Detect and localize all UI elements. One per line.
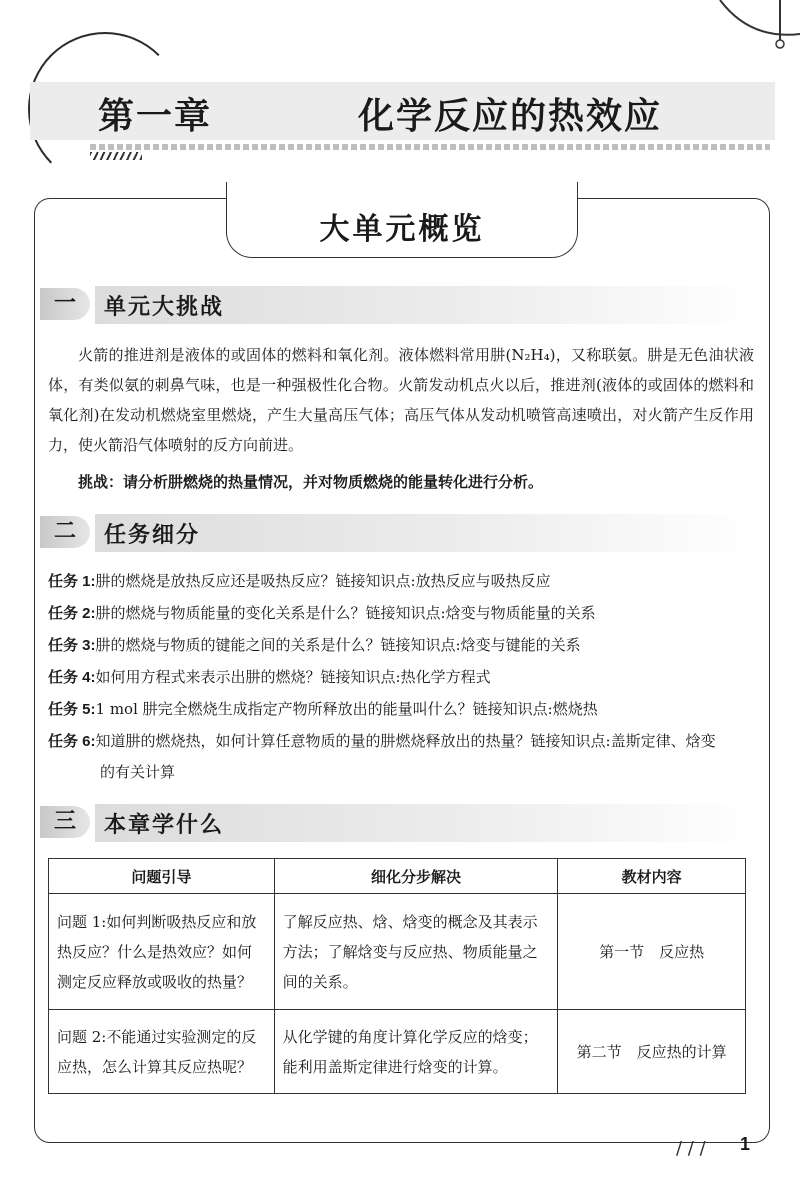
table-cell: 问题 1:如何判断吸热反应和放热反应？什么是热效应？如何测定反应释放或吸收的热量？ <box>49 894 275 1010</box>
corner-decoration <box>710 0 800 60</box>
chapter-title: 化学反应的热效应 <box>358 96 663 137</box>
section-header-tasks <box>40 514 760 554</box>
section-title: 任务细分 <box>104 523 201 548</box>
task-item <box>48 598 764 629</box>
section-title: 单元大挑战 <box>104 295 225 320</box>
section-index: 三 <box>40 806 90 838</box>
page-number: 1 <box>739 1134 750 1154</box>
task-label: 任务 4: <box>48 669 96 686</box>
task-text: 肼的燃烧与物质的键能之间的关系是什么？链接知识点:焓变与键能的关系 <box>95 636 581 654</box>
chapter-header <box>30 82 775 140</box>
table-cell: 问题 2:不能通过实验测定的反应热，怎么计算其反应热呢？ <box>49 1010 275 1094</box>
section-header-contents <box>40 804 760 844</box>
table-cell: 第一节 反应热 <box>558 894 746 1010</box>
task-item <box>48 566 764 597</box>
table-header: 问题引导 <box>49 859 275 894</box>
table-row <box>49 1010 746 1094</box>
task-item <box>48 726 764 787</box>
table-cell: 从化学键的角度计算化学反应的焓变；能利用盖斯定律进行焓变的计算。 <box>274 1010 558 1094</box>
section-index: 一 <box>40 288 90 320</box>
task-label: 任务 6: <box>48 733 96 750</box>
table-cell: 了解反应热、焓、焓变的概念及其表示方法；了解焓变与反应热、物质能量之间的关系。 <box>274 894 558 1010</box>
table-header-row <box>49 859 746 894</box>
chapter-contents-table <box>48 858 746 1094</box>
section-title: 本章学什么 <box>104 813 225 838</box>
table-header: 教材内容 <box>558 859 746 894</box>
task-item <box>48 694 764 725</box>
task-text: 肼的燃烧是放热反应还是吸热反应？链接知识点:放热反应与吸热反应 <box>95 572 551 590</box>
challenge-paragraph: 火箭的推进剂是液体的或固体的燃料和氧化剂。液体燃料常用肼(N₂H₄)，又称联氨。肼是无色油状液体，有类似氨的刺鼻气味，也是一种强极性化合物。火箭发动机点火以后，推进剂(液体的或固体的燃料和氧化剂)在发动机燃烧室里燃烧，产生大量高压气体；高压气体从发动机喷管高速喷出，对火箭产生反作用力，使火箭沿气体喷射的反方向前进。 <box>48 346 754 454</box>
task-label: 任务 1: <box>48 573 96 590</box>
task-text: 如何用方程式来表示出肼的燃烧？链接知识点:热化学方程式 <box>95 668 491 686</box>
task-label: 任务 2: <box>48 605 96 622</box>
section-header-challenge <box>40 286 760 326</box>
title-hatch <box>90 152 142 160</box>
title-underline <box>90 144 770 150</box>
section-index: 二 <box>40 516 90 548</box>
table-header: 细化分步解决 <box>274 859 558 894</box>
overview-title-text: 大单元概览 <box>319 212 485 247</box>
table-row <box>49 894 746 1010</box>
overview-title <box>226 182 578 258</box>
task-text-continuation: 的有关计算 <box>100 763 176 781</box>
task-item <box>48 630 764 661</box>
task-item <box>48 662 764 693</box>
task-text: 肼的燃烧与物质能量的变化关系是什么？链接知识点:焓变与物质能量的关系 <box>95 604 596 622</box>
task-label: 任务 3: <box>48 637 96 654</box>
task-text: 知道肼的燃烧热，如何计算任意物质的量的肼燃烧释放出的热量？链接知识点:盖斯定律、焓变 <box>95 732 716 750</box>
chapter-number: 第一章 <box>98 96 213 137</box>
footer-slashes: / / / <box>676 1138 706 1159</box>
table-cell: 第二节 反应热的计算 <box>558 1010 746 1094</box>
task-label: 任务 5: <box>48 701 96 718</box>
task-text: 1 mol 肼完全燃烧生成指定产物所释放出的能量叫什么？链接知识点:燃烧热 <box>95 700 598 718</box>
challenge-task: 挑战：请分析肼燃烧的热量情况，并对物质燃烧的能量转化进行分析。 <box>78 474 544 491</box>
